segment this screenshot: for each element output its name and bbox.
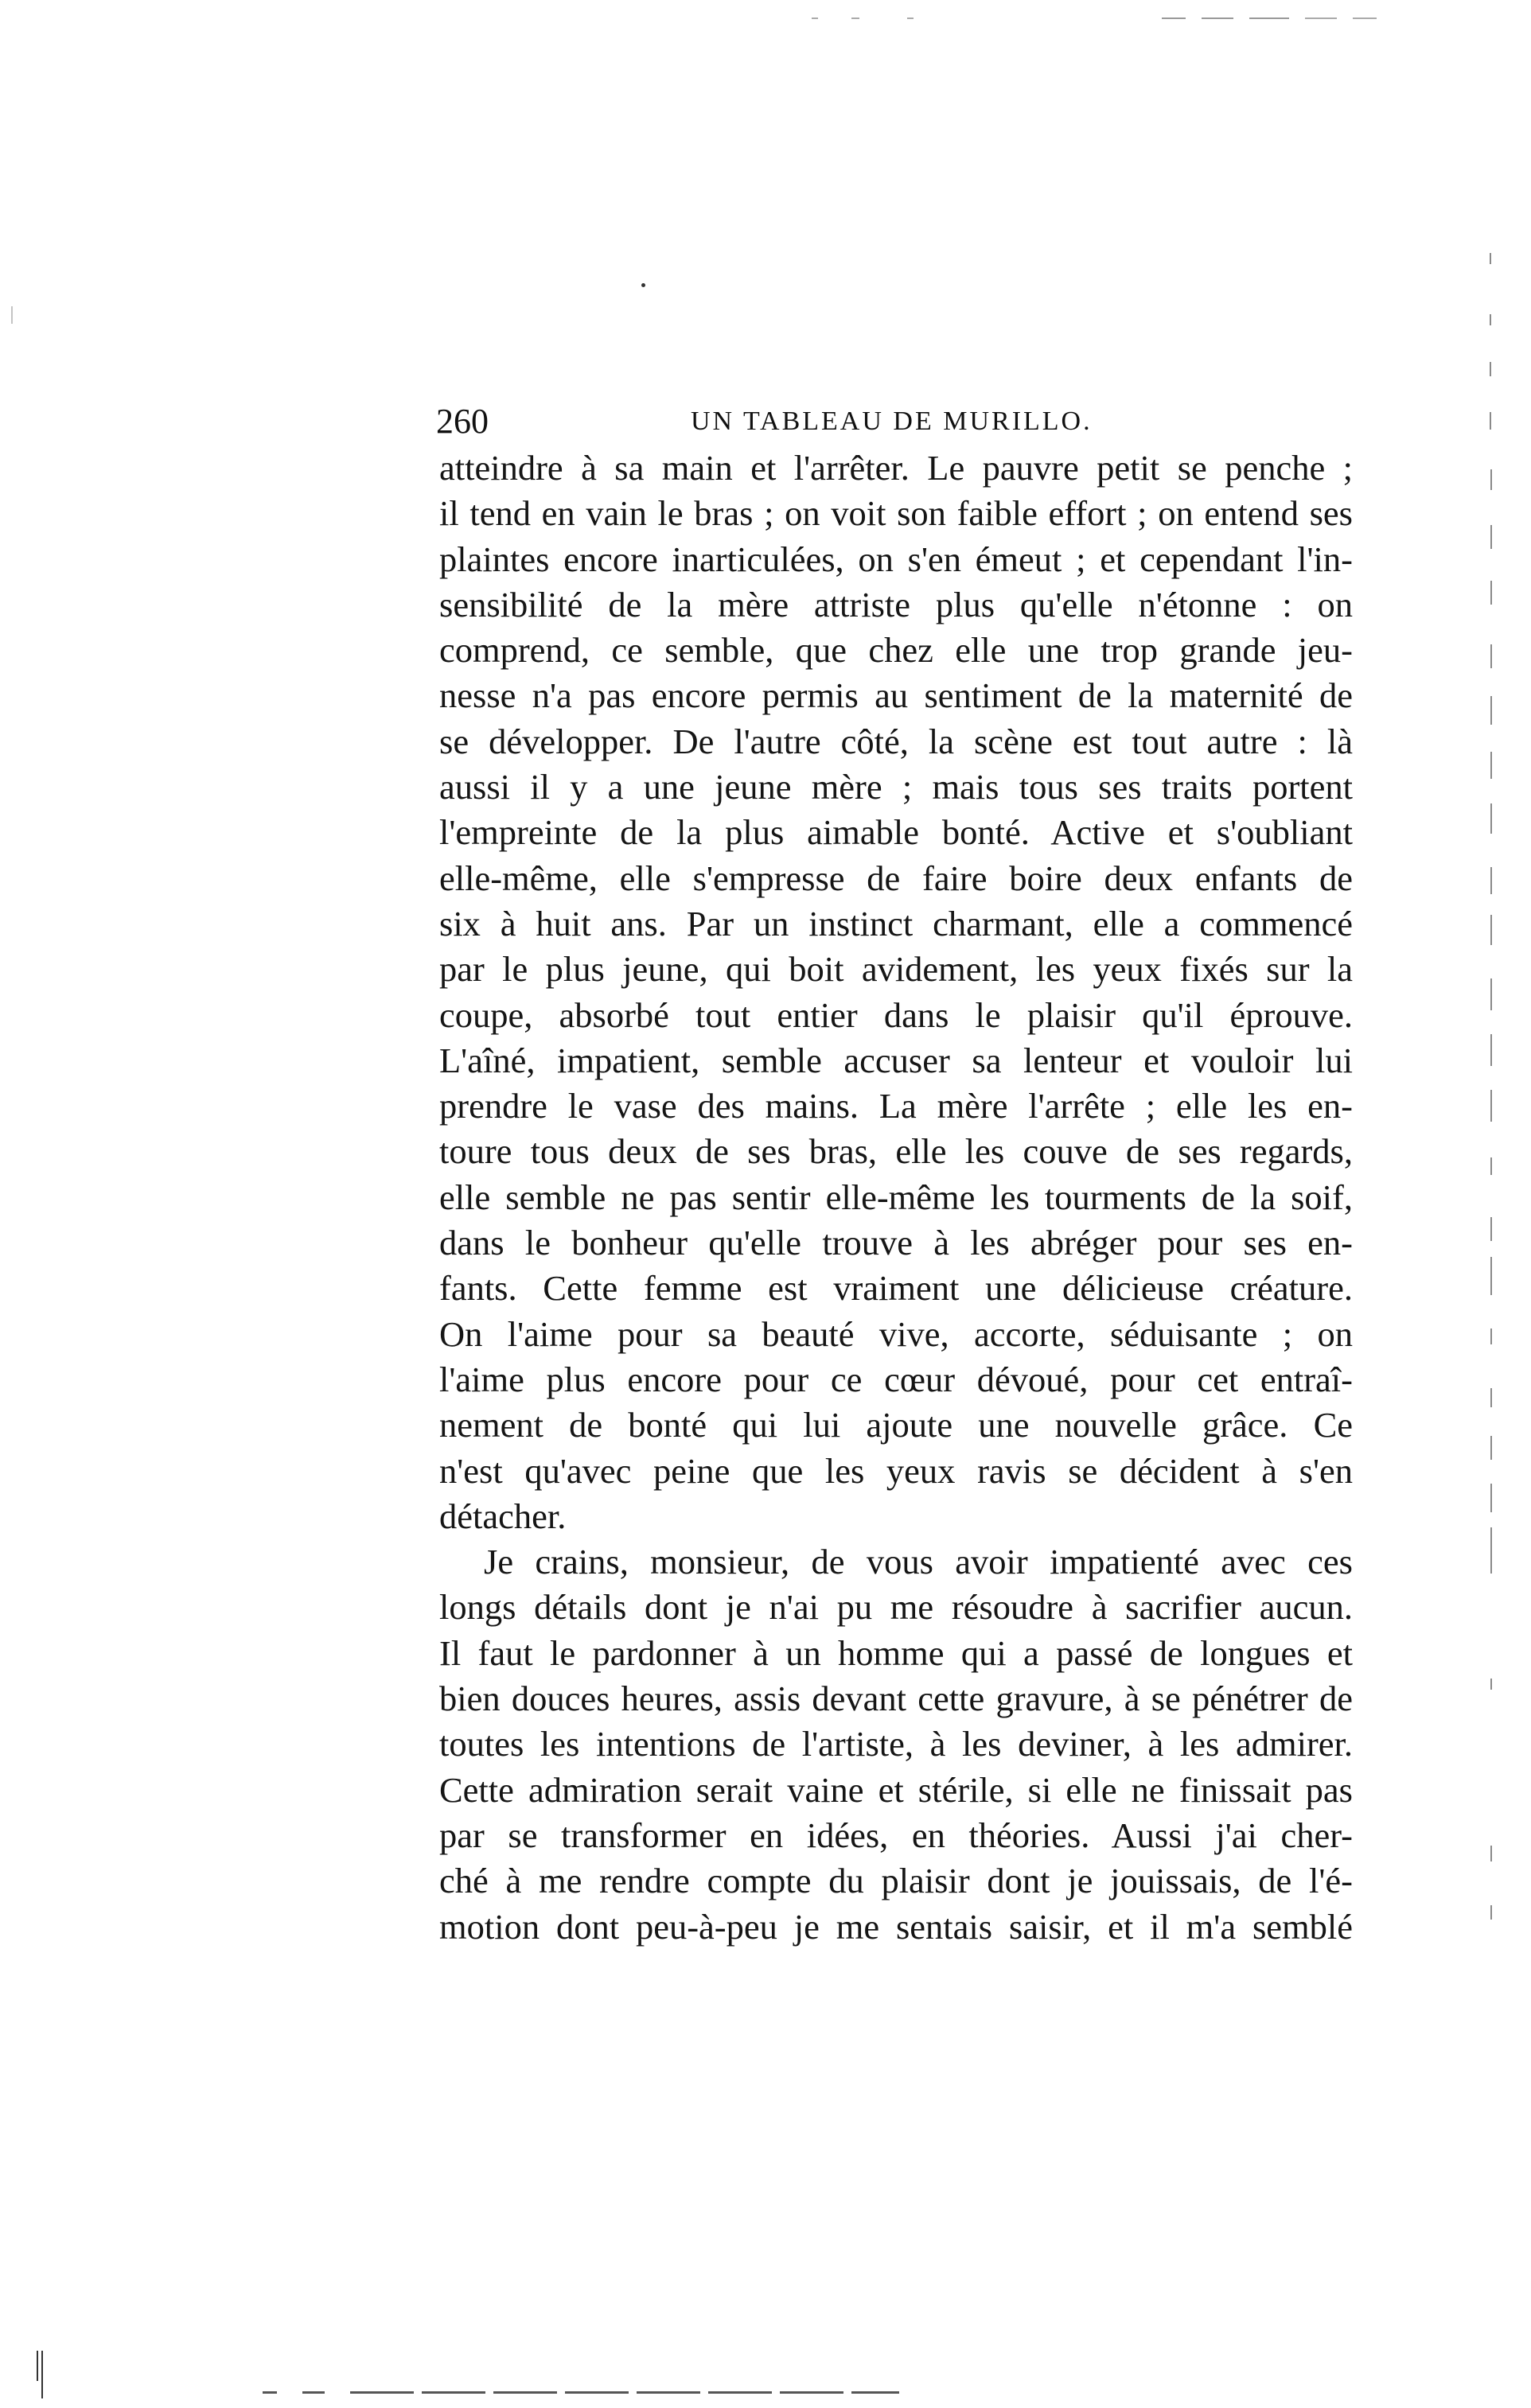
scan-bottom-dash xyxy=(493,2391,557,2394)
scan-left-edge-mark xyxy=(11,306,13,324)
scan-top-dash xyxy=(1353,18,1377,19)
text-line: motion dont peu-à-peu je me sentais saisir, et il m'a semblé xyxy=(439,1906,1353,1947)
text-line: atteindre à sa main et l'arrêter. Le pauvre petit se penche ; xyxy=(439,448,1353,488)
text-line: ché à me rendre compte du plaisir dont je jouissais, de l'é- xyxy=(439,1861,1353,1901)
scan-left-edge-mark xyxy=(37,2351,38,2381)
text-line: n'est qu'avec peine que les yeux ravis se décident à s'en xyxy=(439,1450,1353,1491)
scan-margin-mark xyxy=(1490,696,1492,725)
scan-margin-mark xyxy=(1490,362,1491,376)
scan-margin-mark xyxy=(1490,581,1492,605)
text-line: elle-même, elle s'empresse de faire boire deux enfants de xyxy=(439,858,1353,898)
text-line: elle semble ne pas sentir elle-même les tourments de la soif, xyxy=(439,1177,1353,1217)
scan-margin-mark xyxy=(1490,915,1492,945)
text-line: Il faut le pardonner à un homme qui a passé de longues et xyxy=(439,1632,1353,1673)
scan-margin-mark xyxy=(1490,1388,1492,1407)
text-line: On l'aime pour sa beauté vive, accorte, séduisante ; on xyxy=(439,1313,1353,1354)
scan-bottom-dash xyxy=(422,2391,485,2394)
scan-top-dash xyxy=(907,18,914,19)
running-title: UN TABLEAU DE MURILLO. xyxy=(691,407,1093,436)
scan-top-dash xyxy=(1305,18,1337,19)
text-line: bien douces heures, assis devant cette gravure, à se pénétrer de xyxy=(439,1679,1353,1719)
text-line: détacher. xyxy=(439,1496,567,1536)
text-line: prendre le vase des mains. La mère l'arrête ; elle les en- xyxy=(439,1086,1353,1126)
scan-margin-mark xyxy=(1490,978,1492,1010)
text-line: six à huit ans. Par un instinct charmant, elle a commencé xyxy=(439,903,1353,943)
scan-margin-mark xyxy=(1490,314,1491,325)
scan-margin-mark xyxy=(1490,803,1492,834)
scan-margin-mark xyxy=(1490,1679,1492,1690)
scan-top-dash xyxy=(1249,18,1289,19)
text-line: toure tous deux de ses bras, elle les couve de ses regards, xyxy=(439,1131,1353,1172)
scan-margin-mark xyxy=(1490,1527,1492,1574)
scan-margin-mark xyxy=(1490,412,1491,430)
text-line: par le plus jeune, qui boit avidement, les yeux fixés sur la xyxy=(439,949,1353,990)
page-number: 260 xyxy=(436,402,489,441)
page-header xyxy=(436,398,1351,445)
text-line: Je crains, monsieur, de vous avoir impatienté avec ces xyxy=(484,1542,1353,1582)
text-line: Cette admiration serait vaine et stérile, si elle ne finissait pas xyxy=(439,1769,1353,1810)
scan-margin-mark xyxy=(1490,1905,1492,1920)
text-line: nesse n'a pas encore permis au sentiment de la maternité de xyxy=(439,675,1353,716)
scan-margin-mark xyxy=(1490,1257,1492,1295)
scan-margin-mark xyxy=(1490,867,1492,894)
scan-bottom-dash xyxy=(263,2391,277,2394)
scan-bottom-dash xyxy=(708,2391,772,2394)
scan-bottom-dash xyxy=(565,2391,629,2394)
text-line: aussi il y a une jeune mère ; mais tous ses traits portent xyxy=(439,767,1353,807)
text-line: L'aîné, impatient, semble accuser sa lenteur et vouloir lui xyxy=(439,1040,1353,1080)
scan-margin-mark xyxy=(1490,253,1491,264)
scan-margin-mark xyxy=(1490,644,1492,668)
text-line: l'empreinte de la plus aimable bonté. Active et s'oubliant xyxy=(439,812,1353,853)
scan-margin-mark xyxy=(1490,525,1492,549)
ink-speck xyxy=(641,283,645,287)
text-line: se développer. De l'autre côté, la scène est tout autre : là xyxy=(439,721,1353,761)
text-line: toutes les intentions de l'artiste, à les deviner, à les admirer. xyxy=(439,1724,1353,1764)
scan-left-edge-mark xyxy=(41,2351,43,2398)
text-line: longs détails dont je n'ai pu me résoudre à sacrifier aucun. xyxy=(439,1587,1353,1628)
text-line: sensibilité de la mère attriste plus qu'elle n'étonne : on xyxy=(439,584,1353,624)
scan-margin-mark xyxy=(1490,1090,1492,1122)
scan-bottom-dash xyxy=(851,2391,899,2394)
text-line: comprend, ce semble, que chez elle une trop grande jeu- xyxy=(439,630,1353,671)
scan-bottom-dash xyxy=(637,2391,700,2394)
scan-margin-mark xyxy=(1490,1436,1492,1460)
body-text xyxy=(439,445,1353,1950)
scan-bottom-dash xyxy=(780,2391,843,2394)
text-line: nement de bonté qui lui ajoute une nouvelle grâce. Ce xyxy=(439,1405,1353,1445)
scan-bottom-dash xyxy=(350,2391,414,2394)
scan-margin-mark xyxy=(1490,752,1492,779)
text-line: par se transformer en idées, en théories. Aussi j'ai cher- xyxy=(439,1815,1353,1855)
scan-top-dash xyxy=(1162,18,1186,19)
scan-margin-mark xyxy=(1490,1484,1492,1512)
scan-margin-mark xyxy=(1490,1217,1492,1241)
scan-margin-mark xyxy=(1490,1846,1492,1861)
text-line: plaintes encore inarticulées, on s'en émeut ; et cependant l'in- xyxy=(439,539,1353,579)
scan-bottom-dash xyxy=(302,2391,325,2394)
scan-top-dash xyxy=(851,18,859,19)
scan-margin-mark xyxy=(1490,1034,1492,1066)
text-line: l'aime plus encore pour ce cœur dévoué, pour cet entraî- xyxy=(439,1359,1353,1399)
scan-margin-mark xyxy=(1490,1328,1492,1344)
scan-margin-mark xyxy=(1490,469,1492,490)
scan-top-dash xyxy=(812,18,818,19)
text-line: coupe, absorbé tout entier dans le plaisir qu'il éprouve. xyxy=(439,994,1353,1035)
scan-top-dash xyxy=(1202,18,1233,19)
scan-margin-mark xyxy=(1490,1157,1492,1175)
text-line: il tend en vain le bras ; on voit son faible effort ; on entend ses xyxy=(439,493,1353,534)
text-line: dans le bonheur qu'elle trouve à les abréger pour ses en- xyxy=(439,1223,1353,1263)
text-line: fants. Cette femme est vraiment une délicieuse créature. xyxy=(439,1268,1353,1309)
